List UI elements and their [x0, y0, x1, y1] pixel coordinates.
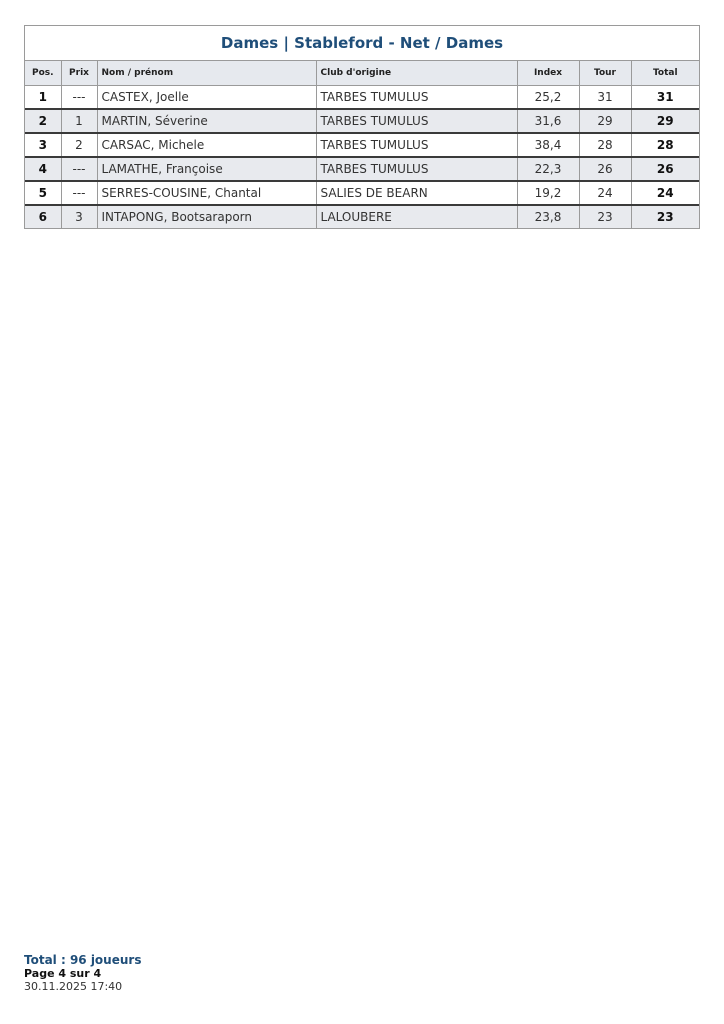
table-row: [25, 157, 699, 181]
cell-index: 23,8: [517, 205, 579, 228]
cell-nom: MARTIN, Séverine: [97, 109, 316, 133]
cell-prix: 3: [61, 205, 97, 228]
cell-club: SALIES DE BEARN: [316, 181, 517, 205]
cell-total: 31: [631, 86, 699, 110]
header-club: Club d'origine: [316, 61, 517, 86]
cell-nom: CASTEX, Joelle: [97, 86, 316, 110]
header-prix: Prix: [61, 61, 97, 86]
cell-total: 28: [631, 133, 699, 157]
total-players: Total : 96 joueurs: [24, 953, 142, 967]
cell-total: 23: [631, 205, 699, 228]
cell-index: 25,2: [517, 86, 579, 110]
cell-total: 29: [631, 109, 699, 133]
cell-prix: 1: [61, 109, 97, 133]
results-table: [25, 61, 699, 228]
results-table-container: [24, 25, 700, 229]
cell-index: 38,4: [517, 133, 579, 157]
cell-club: TARBES TUMULUS: [316, 86, 517, 110]
table-title: Dames | Stableford - Net / Dames: [25, 26, 699, 61]
cell-club: LALOUBERE: [316, 205, 517, 228]
cell-nom: LAMATHE, Françoise: [97, 157, 316, 181]
cell-index: 19,2: [517, 181, 579, 205]
table-row: [25, 133, 699, 157]
cell-pos: 6: [25, 205, 61, 228]
table-row: [25, 181, 699, 205]
page-number: Page 4 sur 4: [24, 967, 102, 980]
cell-club: TARBES TUMULUS: [316, 109, 517, 133]
cell-pos: 1: [25, 86, 61, 110]
table-row: [25, 86, 699, 110]
cell-total: 24: [631, 181, 699, 205]
table-row: [25, 205, 699, 228]
print-date: 30.11.2025 17:40: [24, 980, 123, 993]
header-tour: Tour: [579, 61, 631, 86]
cell-pos: 4: [25, 157, 61, 181]
header-row: [25, 61, 699, 86]
cell-nom: CARSAC, Michele: [97, 133, 316, 157]
cell-tour: 29: [579, 109, 631, 133]
cell-tour: 26: [579, 157, 631, 181]
cell-prix: 2: [61, 133, 97, 157]
cell-pos: 3: [25, 133, 61, 157]
header-index: Index: [517, 61, 579, 86]
cell-prix: ---: [61, 181, 97, 205]
cell-nom: SERRES-COUSINE, Chantal: [97, 181, 316, 205]
header-nom: Nom / prénom: [97, 61, 316, 86]
cell-nom: INTAPONG, Bootsaraporn: [97, 205, 316, 228]
header-pos: Pos.: [25, 61, 61, 86]
cell-pos: 5: [25, 181, 61, 205]
cell-tour: 24: [579, 181, 631, 205]
cell-prix: ---: [61, 157, 97, 181]
cell-index: 22,3: [517, 157, 579, 181]
cell-tour: 28: [579, 133, 631, 157]
cell-prix: ---: [61, 86, 97, 110]
cell-tour: 31: [579, 86, 631, 110]
header-total: Total: [631, 61, 699, 86]
table-row: [25, 109, 699, 133]
cell-club: TARBES TUMULUS: [316, 133, 517, 157]
cell-total: 26: [631, 157, 699, 181]
cell-tour: 23: [579, 205, 631, 228]
cell-pos: 2: [25, 109, 61, 133]
page-footer: [24, 954, 141, 993]
cell-index: 31,6: [517, 109, 579, 133]
cell-club: TARBES TUMULUS: [316, 157, 517, 181]
